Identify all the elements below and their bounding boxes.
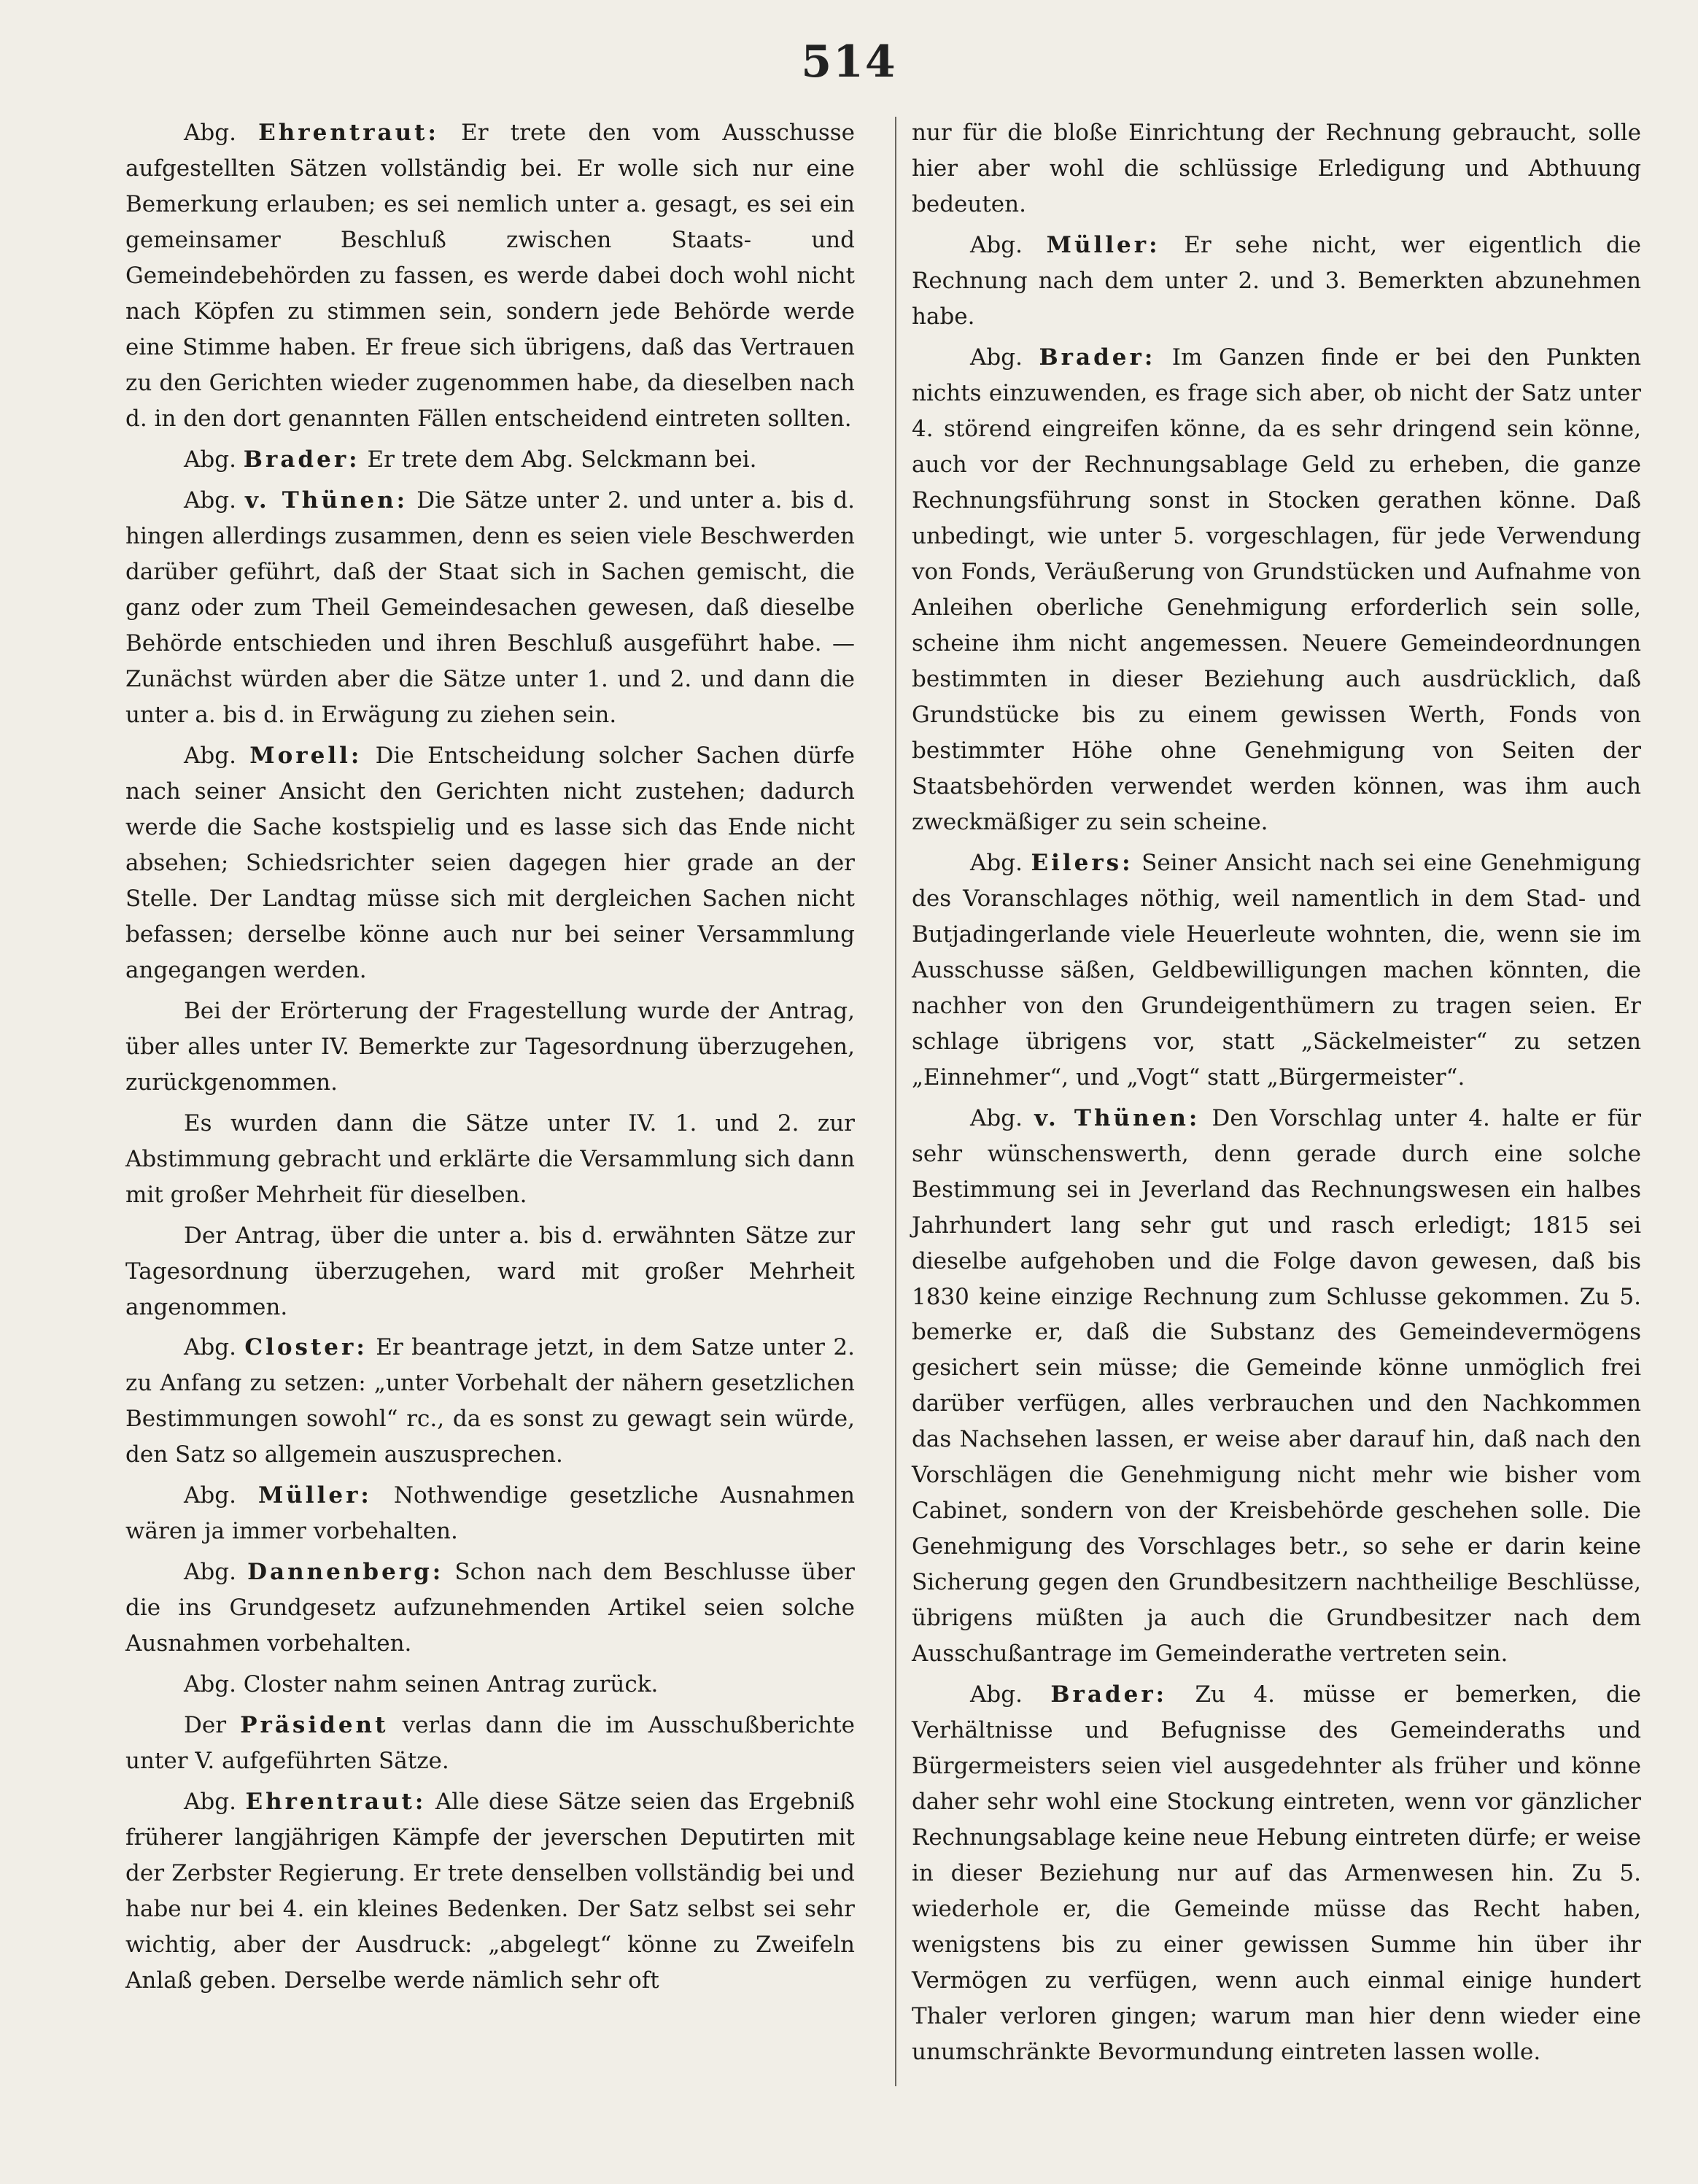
speaker-name: Morell: bbox=[249, 742, 363, 769]
right-column bbox=[912, 115, 1641, 2075]
paragraph bbox=[125, 442, 855, 478]
paragraph-text: Er trete dem Abg. Selckmann bei. bbox=[367, 446, 757, 473]
paragraph-text: Im Ganzen finde er bei den Punkten nichts einzuwenden, es frage sich aber, ob nicht der Satz unter 4. störend eingreifen könne, da es sehr dringend sein könne, auch vor der Rechnungsablage Geld zu erheben, die ganze Rechnungsführung sonst in Stocken gerathen könne. Daß unbedingt, wie unter 5. vorgeschlagen, für jede Verwendung von Fonds, Veräußerung von Grundstücken und Aufnahme von Anleihen oberliche Genehmigung erforderlich sein solle, scheine ihm nicht angemessen. Neuere Gemeindeordnungen bestimmten in dieser Beziehung auch ausdrücklich, daß Grundstücke bis zu einem gewissen Werth, Fonds von bestimmter Höhe ohne Genehmigung von Seiten der Staatsbehörden verwendet werden können, was ihm auch zweckmäßiger zu sein scheine. bbox=[912, 344, 1642, 835]
paragraph bbox=[912, 115, 1641, 222]
speaker-prefix: Der bbox=[184, 1712, 227, 1739]
paragraph bbox=[912, 340, 1641, 840]
speaker-name: Ehrentraut: bbox=[258, 120, 439, 146]
paragraph-text: Seiner Ansicht nach sei eine Genehmigung des Voranschlages nöthig, weil namentlich in dem Stad- und Butjadingerlande viele Heuerleute wohnten, die, wenn sie im Ausschusse säßen, Geldbewilligungen machen könnten, die nachher von den Grundeigenthümern zu tragen seien. Er schlage übrigens vor, statt „Säckelmeister“ zu setzen „Einnehmer“, und „Vogt“ statt „Bürgermeister“. bbox=[912, 849, 1641, 1091]
paragraph bbox=[125, 1554, 855, 1662]
paragraph bbox=[125, 1667, 855, 1703]
speaker-prefix: Abg. bbox=[970, 344, 1023, 371]
speaker-name: Dannenberg: bbox=[247, 1559, 444, 1586]
paragraph bbox=[125, 1218, 855, 1325]
paragraph-text: Die Sätze unter 2. und unter a. bis d. hingen allerdings zusammen, denn es seien viele Beschwerden darüber geführt, daß der Staat sich in Sachen gemischt, die ganz oder zum Theil Gemeindesachen gewesen, daß dieselbe Behörde entschieden und ihren Beschluß ausgeführt habe. — Zunächst würden aber die Sätze unter 1. und 2. und dann die unter a. bis d. in Erwägung zu ziehen sein. bbox=[125, 487, 856, 728]
speaker-prefix: Abg. bbox=[184, 1482, 236, 1509]
speaker-name: Müller: bbox=[1046, 231, 1160, 258]
paragraph-text: Er sehe nicht, wer eigentlich die Rechnung nach dem unter 2. und 3. Bemerkten abzunehmen habe. bbox=[912, 231, 1641, 330]
speaker-prefix: Abg. bbox=[184, 1559, 236, 1586]
speaker-name: v. Thünen: bbox=[1034, 1104, 1201, 1131]
paragraph-text: verlas dann die im Ausschußberichte unter V. aufgeführten Sätze. bbox=[125, 1712, 856, 1775]
paragraph-text: Er beantrage jetzt, in dem Satze unter 2. zu Anfang zu setzen: „unter Vorbehalt der nähern gesetzlichen Bestimmungen sowohl“ rc., da es sonst zu gewagt sein würde, den Satz so allgemein auszusprechen. bbox=[125, 1334, 856, 1468]
speaker-name: Brader: bbox=[1050, 1681, 1168, 1708]
speaker-prefix: Abg. bbox=[970, 1104, 1023, 1131]
speaker-prefix: Abg. bbox=[184, 120, 236, 146]
speaker-name: Closter: bbox=[244, 1334, 368, 1361]
speaker-prefix: Abg. bbox=[184, 446, 236, 473]
paragraph bbox=[912, 1677, 1641, 2070]
speaker-prefix: Abg. bbox=[184, 742, 236, 769]
paragraph-text: Er trete den vom Ausschusse aufgestellten Sätzen vollständig bei. Er wolle sich nur eine Bemerkung erlauben; es sei nemlich unter a. gesagt, es sei ein gemeinsamer Beschluß zwischen Staats- und Gemeindebehörden zu fassen, es werde dabei doch wohl nicht nach Köpfen zu stimmen sein, sondern jede Behörde werde eine Stimme haben. Er freue sich übrigens, daß das Vertrauen zu den Gerichten wieder zugenommen habe, da dieselben nach d. in den dort genannten Fällen entscheidend eintreten sollten. bbox=[125, 120, 855, 432]
paragraph-text: nur für die bloße Einrichtung der Rechnung gebraucht, solle hier aber wohl die schlüssige Erledigung und Abthuung bedeuten. bbox=[912, 120, 1641, 217]
speaker-name: Brader: bbox=[243, 446, 360, 473]
paragraph bbox=[125, 1478, 855, 1549]
paragraph bbox=[125, 1330, 855, 1473]
paragraph bbox=[125, 483, 855, 733]
speaker-name: v. Thünen: bbox=[245, 487, 408, 514]
paragraph bbox=[912, 228, 1641, 335]
left-column bbox=[125, 115, 855, 2004]
speaker-name: Brader: bbox=[1039, 344, 1156, 371]
paragraph-text: Closter nahm seinen Antrag zurück. bbox=[243, 1671, 659, 1698]
speaker-name: Eilers: bbox=[1031, 849, 1133, 876]
paragraph bbox=[125, 1106, 855, 1213]
speaker-name: Präsident bbox=[240, 1712, 389, 1739]
paragraph-text: Es wurden dann die Sätze unter IV. 1. und 2. zur Abstimmung gebracht und erklärte die Versammlung sich dann mit großer Mehrheit für dieselben. bbox=[125, 1110, 856, 1208]
speaker-prefix: Abg. bbox=[184, 1671, 236, 1698]
paragraph bbox=[125, 738, 855, 988]
paragraph-text: Den Vorschlag unter 4. halte er für sehr wünschenswerth, denn gerade durch eine solche Bestimmung sei in Jeverland das Rechnungswesen ein halbes Jahrhundert lang sehr gut und rasch erledigt; 1815 sei dieselbe aufgehoben und die Folge davon gewesen, daß bis 1830 keine einzige Rechnung zum Schlusse gekommen. Zu 5. bemerke er, daß die Substanz des Gemeindevermögens gesichert sein müsse; die Gemeinde könne unmöglich frei darüber verfügen, alles verbrauchen und den Nachkommen das Nachsehen lassen, er weise aber darauf hin, daß nach den Vorschlägen die Genehmigung nicht mehr wie bisher vom Cabinet, sondern von der Kreisbehörde geschehen solle. Die Genehmigung des Vorschlages betr., so sehe er darin keine Sicherung gegen den Grundbesitzern nachtheilige Beschlüsse, übrigens müßten ja auch die Grundbesitzer nach dem Ausschußantrage im Gemeinderathe vertreten sein. bbox=[912, 1104, 1641, 1668]
speaker-prefix: Abg. bbox=[184, 487, 236, 514]
paragraph-text: Der Antrag, über die unter a. bis d. erwähnten Sätze zur Tagesordnung überzugehen, ward mit großer Mehrheit angenommen. bbox=[125, 1222, 855, 1320]
paragraph-text: Schon nach dem Beschlusse über die ins Grundgesetz aufzunehmenden Artikel seien solche Ausnahmen vorbehalten. bbox=[125, 1559, 855, 1657]
paragraph-text: Nothwendige gesetzliche Ausnahmen wären ja immer vorbehalten. bbox=[125, 1482, 856, 1545]
speaker-prefix: Abg. bbox=[184, 1789, 236, 1816]
paragraph bbox=[125, 115, 855, 437]
page-number: 514 bbox=[801, 36, 897, 88]
paragraph-text: Die Entscheidung solcher Sachen dürfe nach seiner Ansicht den Gerichten nicht zustehen; dadurch werde die Sache kostspielig und es lasse sich das Ende nicht absehen; Schiedsrichter seien dagegen hier grade an der Stelle. Der Landtag müsse sich mit dergleichen Sachen nicht befassen; derselbe könne auch nur bei seiner Versammlung angegangen werden. bbox=[125, 742, 855, 983]
speaker-prefix: Abg. bbox=[970, 231, 1023, 258]
speaker-prefix: Abg. bbox=[970, 849, 1023, 876]
paragraph bbox=[125, 1784, 855, 1999]
paragraph bbox=[912, 1101, 1641, 1673]
paragraph-text: Zu 4. müsse er bemerken, die Verhältnisse und Befugnisse des Gemeinderaths und Bürgermeisters seien viel ausgedehnter als früher und könne daher sehr wohl eine Stockung eintreten, wenn vor gänzlicher Rechnungsablage keine neue Hebung eintreten dürfe; er weise in dieser Beziehung nur auf das Armenwesen hin. Zu 5. wiederhole er, die Gemeinde müsse das Recht haben, wenigstens bis zu einer gewissen Summe hin über ihr Vermögen zu verfügen, wenn auch einmal einige hundert Thaler verloren gingen; warum man hier denn wieder eine unumschränkte Bevormundung eintreten lassen wolle. bbox=[912, 1681, 1641, 2066]
speaker-name: Ehrentraut: bbox=[245, 1789, 427, 1816]
paragraph-text: Bei der Erörterung der Fragestellung wurde der Antrag, über alles unter IV. Bemerkte zur Tagesordnung überzugehen, zurückgenommen. bbox=[125, 997, 855, 1096]
paragraph bbox=[912, 845, 1641, 1096]
paragraph-text: Alle diese Sätze seien das Ergebniß früherer langjährigen Kämpfe der jeverschen Deputirten mit der Zerbster Regierung. Er trete denselben vollständig bei und habe nur bei 4. ein kleines Bedenken. Der Satz selbst sei sehr wichtig, aber der Ausdruck: „abgelegt“ könne zu Zweifeln Anlaß geben. Derselbe werde nämlich sehr oft bbox=[125, 1789, 855, 1994]
column-divider bbox=[895, 117, 896, 2086]
paragraph bbox=[125, 1708, 855, 1779]
speaker-prefix: Abg. bbox=[184, 1334, 236, 1361]
speaker-prefix: Abg. bbox=[970, 1681, 1023, 1708]
speaker-name: Müller: bbox=[257, 1482, 372, 1509]
paragraph bbox=[125, 994, 855, 1101]
